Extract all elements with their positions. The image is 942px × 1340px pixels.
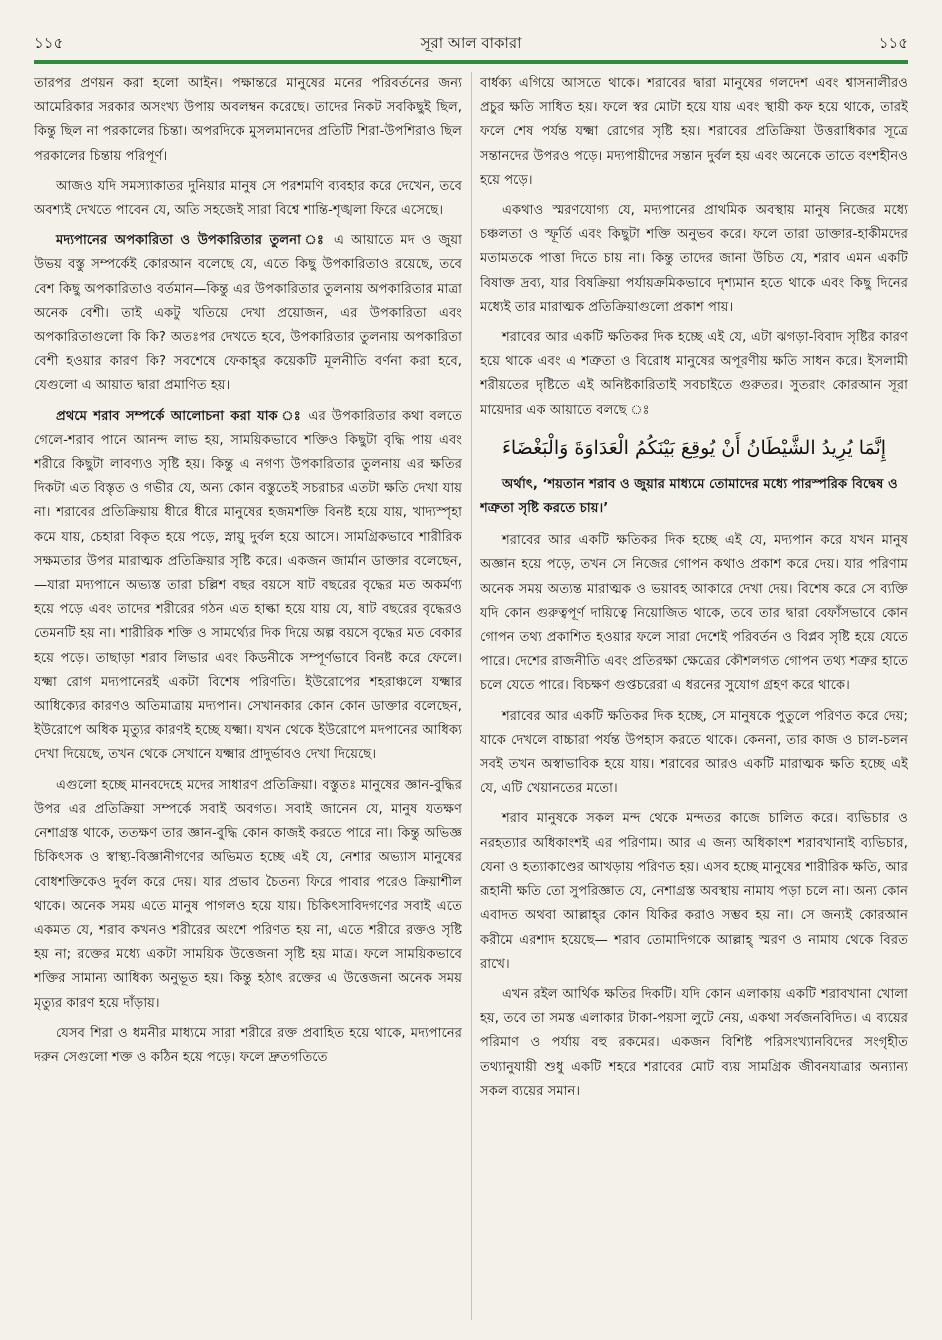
page-number-right: ১১৫ (878, 34, 908, 52)
arabic-verse: إِنَّمَا يُرِيدُ الشَّيْطَانُ أَنْ يُوقِعَ بَيْنَكُمُ الْعَدَاوَةَ وَالْبَغْضَاءَ (501, 436, 887, 459)
paragraph: শরাব মানুষকে সকল মন্দ থেকে মন্দতর কাজে চালিত করে। ব্যভিচার ও নরহত্যার অধিকাংশই এর পরিণাম। আর এ জন্য অধিকাংশ শরাবখানাই ব্যভিচার, যেনা ও হত্যাকাণ্ডের আখড়ায় পরিণত হয়। এসব হচ্ছে মানুষের শারীরিক ক্ষতি, আর রূহানী ক্ষতি তো সুপরিজ্ঞাত যে, নেশাগ্রস্ত অবস্থায় নামায পড়া চলে না। অন্য কোন এবাদত অথবা আল্লাহ্‌র কোন যিকির করাও সম্ভব হয় না। সে জন্যই কোরআন করীমে এরশাদ হয়েছে— শরাব তোমাদিগকে আল্লাহ্‌ স্মরণ ও নামায থেকে বিরত রাখে। (480, 811, 908, 972)
paragraph: এগুলো হচ্ছে মানবদেহে মদের সাধারণ প্রতিক্রিয়া। বস্তুতঃ মানুষের জ্ঞান-বুদ্ধির উপর এর প্রতিক্রিয়া সম্পর্কে সবাই অবগত। সবাই জানেন যে, মানুষ যতক্ষণ নেশাগ্রস্ত থাকে, ততক্ষণ তার জ্ঞান-বুদ্ধি কোন কাজই করতে পারে না। কিন্তু অভিজ্ঞ চিকিৎসক ও স্বাস্থ্য-বিজ্ঞানীগণের অভিমত হচ্ছে এই যে, নেশার অভ্যাস মানুষের বোধশক্তিকেও দুর্বল করে দেয়। যার প্রভাব চৈতন্য ফিরে পাবার পরেও ক্রিয়াশীল থাকে। অনেক সময় এতে মানুষ পাগলও হয়ে যায়। চিকিৎসাবিদগণের সবাই এতে একমত যে, শরাব কখনও শরীরের অংশে পরিণত হয় না, এতে শরীরে রক্তও সৃষ্টি হয় না; রক্তের মধ্যে একটা সাময়িক উত্তেজনা সৃষ্টি হয় মাত্র। ফলে সাময়িকভাবে শক্তির সামান্য আধিক্য অনুভূত হয়। কিন্তু হঠাৎ রক্তের এ উত্তেজনা অনেক সময় মৃত্যুর কারণ হয়ে দাঁড়ায়। (34, 777, 462, 1011)
left-column (34, 72, 462, 1320)
text-columns (34, 72, 908, 1320)
verse-translation: অর্থাৎ, ‘শয়তান শরাব ও জুয়ার মাধ্যমে তোমাদের মধ্যে পারস্পরিক বিদ্বেষ ও শত্রুতা সৃষ্টি করতে চায়।’ (480, 476, 898, 517)
paragraph: শরাবের আর একটি ক্ষতিকর দিক হচ্ছে এই যে, মদ্যপান করে যখন মানুষ অজ্ঞান হয়ে পড়ে, তখন সে নিজের গোপন কথাও প্রকাশ করে দেয়। যার পরিণাম অনেক সময় অত্যন্ত মারাত্মক ও ভয়াবহ আকারে দেখা দেয়। বিশেষ করে সে ব্যক্তি যদি কোন গুরুত্বপূর্ণ দায়িত্বে নিয়োজিত থাকে, তবে তার দ্বারা বেফাঁসভাবে কোন গোপন তথ্য প্রকাশিত হওয়ার ফলে সারা দেশেই পরিবর্তন ও বিপ্লব সৃষ্টি হয়ে যেতে পারে। দেশের রাজনীতি এবং প্রতিরক্ষা ক্ষেত্রের কৌশলগত গোপন তথ্য শত্রুর হাতে চলে যেতে পারে। বিচক্ষণ গুপ্তচরেরা এ ধরনের সুযোগ গ্রহণ করে থাকে। (480, 533, 908, 694)
paragraph: একথাও স্মরণযোগ্য যে, মদ্যপানের প্রাথমিক অবস্থায় মানুষ নিজের মধ্যে চঞ্চলতা ও স্ফূর্তি এবং কিছুটা শক্তি অনুভব করে। ফলে তারা ডাক্তার-হাকীমদের মতামতকে পাত্তা দিতে চায় না। কিন্তু তাদের জানা উচিত যে, শরাব এমন একটি বিষাক্ত দ্রব্য, যার বিষক্রিয়া পর্যায়ক্রমিকভাবে দৃশ্যমান হতে থাকে এবং কিছু দিনের মধ্যেই তার মারাত্মক প্রতিক্রিয়াগুলো প্রকাশ পায়। (480, 203, 908, 315)
paragraph: তারপর প্রণয়ন করা হলো আইন। পক্ষান্তরে মানুষের মনের পরিবর্তনের জন্য আমেরিকার সরকার অসংখ্য উপায় অবলম্বন করেছে। তাদের নিকট সবকিছুই ছিল, কিন্তু ছিল না পরকালের চিন্তা। অপরদিকে মুসলমানদের প্রতিটি শিরা-উপশিরাও ছিল পরকালের চিন্তায় পরিপূর্ণ। (34, 76, 462, 164)
paragraph: মদ্যপানের অপকারিতা ও উপকারিতার তুলনা ঃ এ আয়াতে মদ ও জুয়া উভয় বস্তু সম্পর্কেই কোরআন বলেছে যে, এতে কিছু উপকারিতাও রয়েছে, তবে বেশ কিছু অপকারিতাও বর্তমান—কিন্তু এর উপকারিতার তুলনায় অপকারিতার মাত্রা অনেক বেশী। তাই একটু খতিয়ে দেখা প্রয়োজন, এর উপকারিতা এবং অপকারিতাগুলো কি কি? অতঃপর দেখতে হবে, উপকারিতার তুলনায় অপকারিতা বেশী হওয়ার কারণ কি? সবশেষে ফেকাহ্‌র কয়েকটি মূলনীতি বর্ণনা করা হবে, যেগুলো এ আয়াত দ্বারা প্রমাণিত হয়। (34, 233, 462, 394)
section-heading: মদ্যপানের অপকারিতা ও উপকারিতার তুলনা ঃ (56, 233, 327, 249)
paragraph: বার্ধক্য এগিয়ে আসতে থাকে। শরাবের দ্বারা মানুষের গলদেশ এবং শ্বাসনালীরও প্রচুর ক্ষতি সাধিত হয়। ফলে স্বর মোটা হয়ে যায় এবং স্থায়ী কফ হয়ে থাকে, তারই ফলে শেষ পর্যন্ত যক্ষ্মা রোগের সৃষ্টি হয়। শরাবের প্রতিক্রিয়া উত্তরাধিকার সূত্রে সন্তানদের উপরও পড়ে। মদ্যপায়ীদের সন্তান দুর্বল হয় এবং অনেকে তাতে বংশহীনও হয়ে পড়ে। (480, 76, 908, 188)
right-column (480, 72, 908, 1320)
paragraph: এখন রইল আর্থিক ক্ষতির দিকটি। যদি কোন এলাকায় একটি শরাবখানা খোলা হয়, তবে তা সমস্ত এলাকার টাকা-পয়সা লুটে নেয়, একথা সর্বজনবিদিত। এ ব্যয়ের পরিমাণ ও পর্যায় বহু রকমের। একজন বিশিষ্ট পরিসংখ্যানবিদের সংগৃহীত তথ্যানুযায়ী শুধু একটি শহরে শরাবের মোট ব্যয় সামগ্রিক জীবনযাত্রার অন্যান্য সকল ব্যয়ের সমান। (480, 986, 908, 1099)
paragraph: আজও যদি সমস্যাকাতর দুনিয়ার মানুষ সে পরশমণি ব্যবহার করে দেখেন, তবে অবশ্যই দেখতে পাবেন যে, অতি সহজেই সারা বিশ্বে শান্তি-শৃঙ্খলা ফিরে এসেছে। (34, 178, 462, 219)
paragraph: যেসব শিরা ও ধমনীর মাধ্যমে সারা শরীরে রক্ত প্রবাহিত হয়ে থাকে, মদ্যপানের দরুন সেগুলো শক্ত ও কঠিন হয়ে পড়ে। ফলে দ্রুতগতিতে (34, 1025, 462, 1065)
paragraph: প্রথমে শরাব সম্পর্কে আলোচনা করা যাক ঃ এর উপকারিতার কথা বলতে গেলে-শরাব পানে আনন্দ লাভ হয়, সাময়িকভাবে শক্তিও কিছুটা বৃদ্ধি পায় এবং শরীরে কিছুটা লাবণ্যও সৃষ্টি হয়। কিন্তু এ নগণ্য উপকারিতার তুলনায় এর ক্ষতির দিকটা এত বিস্তৃত ও গভীর যে, অন্য কোন বস্তুতেই সচরাচর এতটা ক্ষতি দেখা যায় না। শরাবের প্রতিক্রিয়ায় ধীরে ধীরে মানুষের হজমশক্তি বিনষ্ট হয়ে যায়, খাদ্যস্পৃহা কমে যায়, চেহারা বিকৃত হয়ে পড়ে, স্নায়ু দুর্বল হয়ে আসে। সামগ্রিকভাবে শারীরিক সক্ষমতার উপর মারাত্মক প্রতিক্রিয়ার সৃষ্টি করে। একজন জার্মান ডাক্তার বলেছেন,—যারা মদ্যপানে অভ্যস্ত তারা চল্লিশ বছর বয়সে ষাট বছরের বৃদ্ধের মত অকর্মণ্য হয়ে পড়ে এবং তাদের শরীরের গঠন এত হাল্কা হয়ে যায় যে, ষাট বছরের বৃদ্ধেরও তেমনটি হয় না। শারীরিক শক্তি ও সামর্থ্যের দিক দিয়ে অল্প বয়সে বৃদ্ধের মত বেকার হয়ে পড়ে। তাছাড়া শরাব লিভার এবং কিডনীকে সম্পূর্ণভাবে বিনষ্ট করে ফেলে। যক্ষ্মা রোগ মদ্যপানেরই একটা বিশেষ পরিণতি। ইউরোপের শহরাঞ্চলে যক্ষ্মার আধিক্যের কারণও অতিমাত্রায় মদ্যপান। সেখানকার কোন কোন ডাক্তার বলেছেন, ইউরোপে অধিক মৃত্যুর কারণই হচ্ছে যক্ষ্মা। যখন থেকে ইউরোপে মদপানের আধিক্য দেখা দিয়েছে, তখন থেকে সেখানে যক্ষ্মার প্রাদুর্ভাবও দেখা দিয়েছে। (34, 408, 462, 763)
paragraph: শরাবের আর একটি ক্ষতিকর দিক হচ্ছে এই যে, এটা ঝগড়া-বিবাদ সৃষ্টির কারণ হয়ে থাকে এবং এ শত্রুতা ও বিরোধ মানুষের অপূরণীয় ক্ষতি সাধন করে। ইসলামী শরীয়তের দৃষ্টিতে এই অনিষ্টকারিতাই সবচাইতে গুরুতর। সুতরাং কোরআন সূরা মায়েদার এক আয়াতে বলছে ঃ (480, 330, 908, 418)
column-divider (471, 72, 472, 1320)
header-rule (34, 60, 908, 64)
page-number-left: ১১৫ (34, 34, 64, 52)
paragraph: শরাবের আর একটি ক্ষতিকর দিক হচ্ছে, সে মানুষকে পুতুলে পরিণত করে দেয়; যাকে দেখলে বাচ্চারা পর্যন্ত উপহাস করতে থাকে। কেননা, তার কাজ ও চাল-চলন সবই তখন অস্বাভাবিক হয়ে যায়। শরাবের আরও একটি মারাত্মক ক্ষতি হচ্ছে এই যে, এটি খেয়ানতের মতো। (480, 708, 908, 797)
running-title: সূরা আল বাকারা (420, 34, 522, 52)
running-header (34, 26, 908, 56)
section-heading: প্রথমে শরাব সম্পর্কে আলোচনা করা যাক ঃ (56, 408, 303, 424)
